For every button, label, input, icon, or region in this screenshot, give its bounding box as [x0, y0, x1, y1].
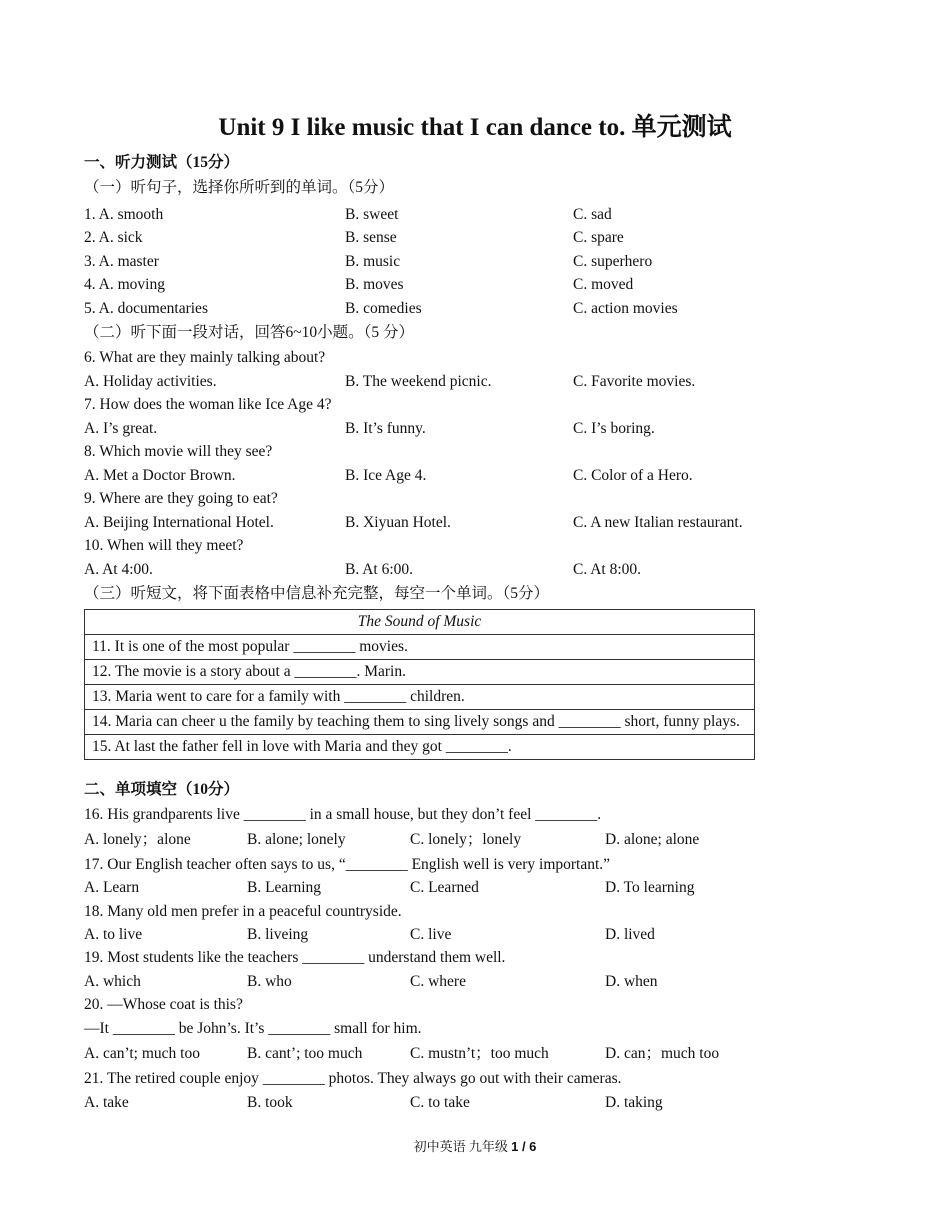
option-a: A. which	[84, 973, 141, 990]
page-title: Unit 9 I like music that I can dance to. 单元测试	[218, 114, 732, 141]
section1-heading: 一、听力测试（15分）	[84, 154, 240, 171]
option-a: A. Beijing International Hotel.	[84, 514, 274, 531]
option-b: B. moves	[345, 276, 404, 293]
option-a: A. Learn	[84, 879, 140, 896]
question-stem: 18. Many old men prefer in a peaceful countryside.	[84, 903, 402, 920]
section2-heading: 二、单项填空（10分）	[84, 781, 240, 798]
table-cell: 14. Maria can cheer u the family by teaching them to sing lively songs and ________ short, funny plays.	[85, 710, 755, 735]
table-row	[85, 735, 755, 760]
table-row	[85, 685, 755, 710]
option-d: D. alone; alone	[605, 831, 700, 848]
question-stem: 19. Most students like the teachers ________ understand them well.	[84, 949, 506, 966]
option-b: B. Ice Age 4.	[345, 467, 427, 484]
option-c: C. A new Italian restaurant.	[573, 514, 743, 531]
option-a: A. Met a Doctor Brown.	[84, 467, 236, 484]
option-a: 2. A. sick	[84, 229, 143, 246]
question-stem: 8. Which movie will they see?	[84, 443, 273, 460]
table-cell: 11. It is one of the most popular ________ movies.	[85, 635, 755, 660]
page-footer	[0, 1138, 950, 1156]
option-d: D. can；much too	[605, 1045, 720, 1062]
option-c: C. Learned	[410, 879, 479, 896]
table-cell: 12. The movie is a story about a ________. Marin.	[85, 660, 755, 685]
option-d: D. when	[605, 973, 658, 990]
option-c: C. to take	[410, 1094, 470, 1111]
table-title: The Sound of Music	[85, 610, 755, 635]
option-a: A. take	[84, 1094, 129, 1111]
question-stem: 10. When will they meet?	[84, 537, 244, 554]
option-c: C. superhero	[573, 253, 653, 270]
option-c: C. Color of a Hero.	[573, 467, 693, 484]
option-c: C. At 8:00.	[573, 561, 642, 578]
option-b: B. sense	[345, 229, 397, 246]
info-table	[84, 609, 755, 760]
question-stem: 17. Our English teacher often says to us, “________ English well is very important.”	[84, 856, 611, 873]
option-b: B. Learning	[247, 879, 322, 896]
option-a: A. At 4:00.	[84, 561, 153, 578]
option-b: B. comedies	[345, 300, 422, 317]
option-c: C. live	[410, 926, 452, 943]
option-c: C. spare	[573, 229, 624, 246]
option-b: B. alone; lonely	[247, 831, 346, 848]
option-a: 4. A. moving	[84, 276, 165, 293]
option-b: B. The weekend picnic.	[345, 373, 492, 390]
option-c: C. where	[410, 973, 466, 990]
table-cell: 15. At last the father fell in love with Maria and they got ________.	[85, 735, 755, 760]
table-row	[85, 635, 755, 660]
option-a: A. I’s great.	[84, 420, 158, 437]
part1-heading: （一）听句子，选择你所听到的单词。（5分）	[84, 179, 395, 196]
table-row	[85, 660, 755, 685]
option-b: B. sweet	[345, 206, 399, 223]
option-c: C. sad	[573, 206, 612, 223]
option-b: B. cant’; too much	[247, 1045, 363, 1062]
option-b: B. who	[247, 973, 292, 990]
option-c: C. action movies	[573, 300, 678, 317]
table-row	[85, 610, 755, 635]
question-stem: 20. —Whose coat is this?	[84, 996, 243, 1013]
option-d: D. lived	[605, 926, 655, 943]
option-c: C. Favorite movies.	[573, 373, 696, 390]
question-stem: 21. The retired couple enjoy ________ photos. They always go out with their cameras.	[84, 1070, 622, 1087]
option-c: C. mustn’t；too much	[410, 1045, 549, 1062]
footer-text: 初中英语 九年级	[413, 1139, 512, 1154]
option-a: A. can’t; much too	[84, 1045, 200, 1062]
option-d: D. To learning	[605, 879, 695, 896]
question-stem: 16. His grandparents live ________ in a small house, but they don’t feel ________.	[84, 806, 602, 823]
question-stem: 7. How does the woman like Ice Age 4?	[84, 396, 332, 413]
question-stem: 9. Where are they going to eat?	[84, 490, 278, 507]
option-a: A. to live	[84, 926, 143, 943]
option-c: C. I’s boring.	[573, 420, 655, 437]
option-a: A. Holiday activities.	[84, 373, 217, 390]
table-row	[85, 710, 755, 735]
table-cell: 13. Maria went to care for a family with ________ children.	[85, 685, 755, 710]
option-c: C. lonely；lonely	[410, 831, 522, 848]
part3-heading: （三）听短文，将下面表格中信息补充完整，每空一个单词。（5分）	[84, 585, 550, 602]
option-a: 1. A. smooth	[84, 206, 164, 223]
option-b: B. At 6:00.	[345, 561, 414, 578]
option-c: C. moved	[573, 276, 634, 293]
question-stem: —It ________ be John’s. It’s ________ small for him.	[84, 1020, 422, 1037]
option-b: B. It’s funny.	[345, 420, 426, 437]
option-b: B. took	[247, 1094, 293, 1111]
option-a: 5. A. documentaries	[84, 300, 208, 317]
part2-heading: （二）听下面一段对话，回答6~10小题。（5 分）	[84, 324, 415, 341]
option-d: D. taking	[605, 1094, 663, 1111]
option-b: B. music	[345, 253, 401, 270]
option-a: 3. A. master	[84, 253, 159, 270]
option-a: A. lonely；alone	[84, 831, 191, 848]
option-b: B. liveing	[247, 926, 309, 943]
page-number: 1 / 6	[511, 1139, 537, 1154]
question-stem: 6. What are they mainly talking about?	[84, 349, 326, 366]
option-b: B. Xiyuan Hotel.	[345, 514, 451, 531]
